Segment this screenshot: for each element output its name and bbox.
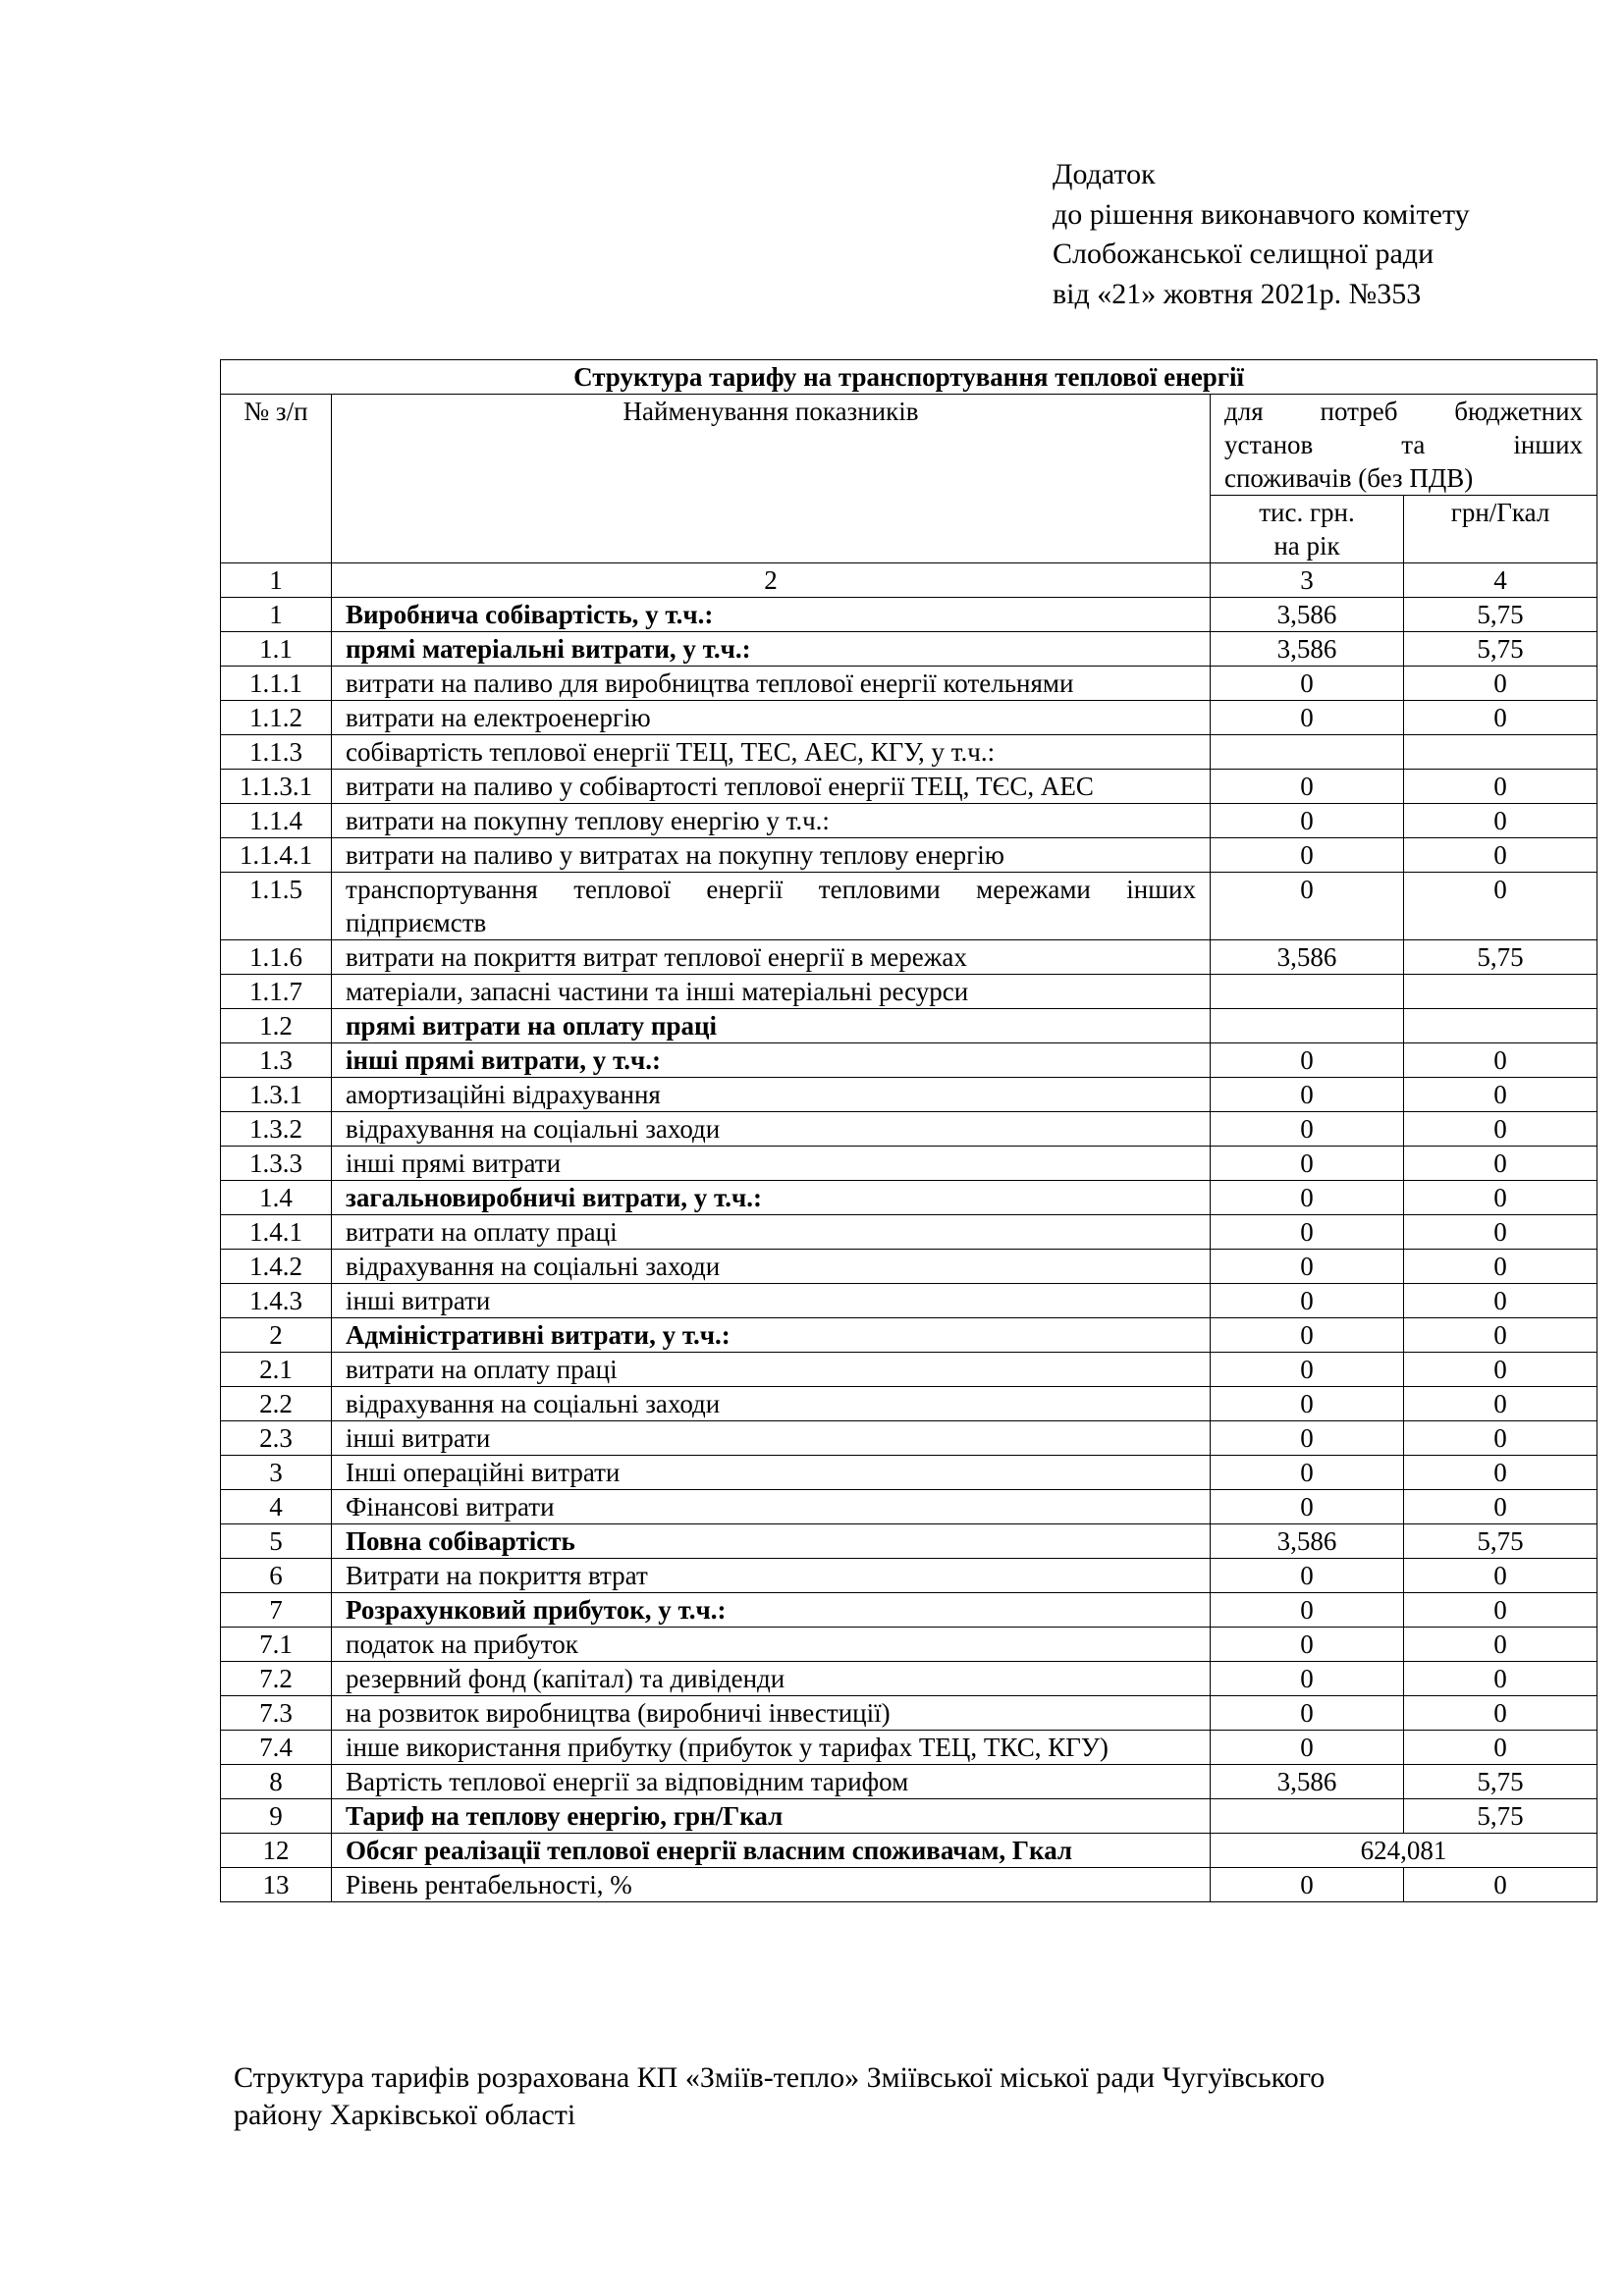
table-row <box>221 838 1597 873</box>
row-value-uah-per-gcal: 5,75 <box>1404 940 1597 975</box>
row-value-uah-per-gcal: 0 <box>1404 1078 1597 1112</box>
row-value-thousand-uah: 0 <box>1211 1696 1404 1731</box>
row-number: 1.2 <box>221 1009 332 1043</box>
column-index-3: 3 <box>1211 563 1404 598</box>
row-number: 2.3 <box>221 1421 332 1456</box>
row-value-uah-per-gcal: 5,75 <box>1404 1799 1597 1834</box>
table-row <box>221 1147 1597 1181</box>
row-value-uah-per-gcal: 5,75 <box>1404 1524 1597 1559</box>
table-row <box>221 598 1597 632</box>
row-value-thousand-uah: 0 <box>1211 1662 1404 1696</box>
table-row <box>221 1696 1597 1731</box>
row-number: 1.1.3 <box>221 735 332 770</box>
row-value-uah-per-gcal <box>1404 975 1597 1009</box>
row-indicator-name: витрати на оплату праці <box>332 1215 1211 1250</box>
row-value-thousand-uah: 0 <box>1211 1559 1404 1593</box>
row-number: 13 <box>221 1868 332 1902</box>
row-value-uah-per-gcal <box>1404 1009 1597 1043</box>
row-indicator-name: прямі витрати на оплату праці <box>332 1009 1211 1043</box>
footer-note <box>234 2059 1510 2134</box>
row-value-thousand-uah: 0 <box>1211 1250 1404 1284</box>
row-value-thousand-uah: 0 <box>1211 1043 1404 1078</box>
row-number: 1.1.7 <box>221 975 332 1009</box>
table-title: Структура тарифу на транспортування теплової енергії <box>221 360 1597 395</box>
row-indicator-name: витрати на паливо у витратах на покупну теплову енергію <box>332 838 1211 873</box>
row-value-uah-per-gcal: 0 <box>1404 1318 1597 1353</box>
row-value-uah-per-gcal: 5,75 <box>1404 598 1597 632</box>
row-number: 1.1 <box>221 632 332 667</box>
row-value-uah-per-gcal: 0 <box>1404 838 1597 873</box>
row-value-uah-per-gcal: 0 <box>1404 1112 1597 1147</box>
table-row <box>221 1009 1597 1043</box>
row-value-uah-per-gcal <box>1404 735 1597 770</box>
row-number: 1 <box>221 598 332 632</box>
row-number: 1.4.3 <box>221 1284 332 1318</box>
row-value-uah-per-gcal: 0 <box>1404 1731 1597 1765</box>
row-number: 1.4.1 <box>221 1215 332 1250</box>
header-unit-1-line-2: на рік <box>1273 531 1340 561</box>
row-indicator-name: амортизаційні відрахування <box>332 1078 1211 1112</box>
row-indicator-name: Фінансові витрати <box>332 1490 1211 1524</box>
row-indicator-name: Інші операційні витрати <box>332 1456 1211 1490</box>
header-consumers-line-2: установ та інших <box>1224 430 1584 459</box>
row-value-uah-per-gcal: 0 <box>1404 1696 1597 1731</box>
table-row <box>221 1078 1597 1112</box>
row-value-uah-per-gcal: 0 <box>1404 1662 1597 1696</box>
column-index-4: 4 <box>1404 563 1597 598</box>
row-value-thousand-uah: 0 <box>1211 1490 1404 1524</box>
row-value-uah-per-gcal: 0 <box>1404 1181 1597 1215</box>
row-number: 1.1.1 <box>221 667 332 701</box>
row-number: 7.3 <box>221 1696 332 1731</box>
header-unit-uah-per-gcal: грн/Гкал <box>1404 496 1597 563</box>
row-value-thousand-uah: 0 <box>1211 1147 1404 1181</box>
row-value-thousand-uah: 0 <box>1211 1112 1404 1147</box>
row-value-uah-per-gcal: 0 <box>1404 701 1597 735</box>
row-value-thousand-uah: 0 <box>1211 701 1404 735</box>
row-value-thousand-uah: 0 <box>1211 1353 1404 1387</box>
row-value-thousand-uah: 0 <box>1211 1215 1404 1250</box>
table-row <box>221 1353 1597 1387</box>
row-value-thousand-uah: 0 <box>1211 838 1404 873</box>
table-row <box>221 1490 1597 1524</box>
row-value-thousand-uah: 0 <box>1211 1387 1404 1421</box>
row-number: 6 <box>221 1559 332 1593</box>
addendum-line-2: до рішення виконавчого комітету <box>1053 197 1470 231</box>
row-value-thousand-uah: 0 <box>1211 1078 1404 1112</box>
row-value-thousand-uah: 3,586 <box>1211 1765 1404 1799</box>
row-value-thousand-uah: 3,586 <box>1211 1524 1404 1559</box>
row-value-thousand-uah: 3,586 <box>1211 940 1404 975</box>
row-value-thousand-uah: 0 <box>1211 873 1404 940</box>
table-row <box>221 1593 1597 1628</box>
table-row <box>221 1868 1597 1902</box>
row-value-uah-per-gcal: 0 <box>1404 1490 1597 1524</box>
row-number: 7 <box>221 1593 332 1628</box>
row-number: 7.4 <box>221 1731 332 1765</box>
row-value-thousand-uah: 0 <box>1211 1868 1404 1902</box>
row-number: 2 <box>221 1318 332 1353</box>
table-row <box>221 701 1597 735</box>
row-value-uah-per-gcal: 0 <box>1404 804 1597 838</box>
row-indicator-name: загальновиробничі витрати, у т.ч.: <box>332 1181 1211 1215</box>
header-unit-1-line-1: тис. грн. <box>1259 498 1355 527</box>
header-consumers-line-3: споживачів (без ПДВ) <box>1224 463 1474 493</box>
row-number: 1.1.4.1 <box>221 838 332 873</box>
row-value-uah-per-gcal: 0 <box>1404 1593 1597 1628</box>
row-number: 7.2 <box>221 1662 332 1696</box>
row-value-thousand-uah: 3,586 <box>1211 598 1404 632</box>
row-indicator-name: Обсяг реалізації теплової енергії власним споживачам, Гкал <box>332 1834 1211 1868</box>
row-value-thousand-uah: 0 <box>1211 1593 1404 1628</box>
row-indicator-name: матеріали, запасні частини та інші матеріальні ресурси <box>332 975 1211 1009</box>
row-number: 2.1 <box>221 1353 332 1387</box>
addendum-line-1: Додаток <box>1053 158 1156 190</box>
table-header-row <box>221 395 1597 496</box>
row-value-uah-per-gcal: 0 <box>1404 1250 1597 1284</box>
row-indicator-name: транспортування теплової енергії тепловими мережами інших підприємств <box>332 873 1211 940</box>
row-indicator-name: інші витрати <box>332 1284 1211 1318</box>
table-row <box>221 770 1597 804</box>
table-row <box>221 1284 1597 1318</box>
row-number: 9 <box>221 1799 332 1834</box>
row-indicator-name: відрахування на соціальні заходи <box>332 1112 1211 1147</box>
table-row <box>221 1387 1597 1421</box>
row-indicator-name: витрати на оплату праці <box>332 1353 1211 1387</box>
row-indicator-name: витрати на покриття витрат теплової енергії в мережах <box>332 940 1211 975</box>
table-row <box>221 804 1597 838</box>
table-row <box>221 873 1597 940</box>
column-index-2: 2 <box>332 563 1211 598</box>
row-number: 1.1.6 <box>221 940 332 975</box>
row-indicator-name: інше використання прибутку (прибуток у тарифах ТЕЦ, ТКС, КГУ) <box>332 1731 1211 1765</box>
row-value-uah-per-gcal: 0 <box>1404 1043 1597 1078</box>
row-value-thousand-uah <box>1211 1799 1404 1834</box>
table-row <box>221 975 1597 1009</box>
row-number: 5 <box>221 1524 332 1559</box>
row-value-thousand-uah: 0 <box>1211 1181 1404 1215</box>
header-consumers <box>1211 395 1597 496</box>
row-indicator-name: інші прямі витрати, у т.ч.: <box>332 1043 1211 1078</box>
table-row <box>221 1421 1597 1456</box>
table-row <box>221 1628 1597 1662</box>
addendum-line-4: від «21» жовтня 2021р. №353 <box>1053 277 1422 310</box>
row-number: 4 <box>221 1490 332 1524</box>
header-indicator-name: Найменування показників <box>332 395 1211 563</box>
table-row <box>221 1215 1597 1250</box>
row-indicator-name: прямі матеріальні витрати, у т.ч.: <box>332 632 1211 667</box>
row-merged-value: 624,081 <box>1211 1834 1597 1868</box>
row-value-uah-per-gcal: 5,75 <box>1404 1765 1597 1799</box>
row-value-uah-per-gcal: 0 <box>1404 1147 1597 1181</box>
table-row <box>221 1765 1597 1799</box>
table-row <box>221 1181 1597 1215</box>
table-row <box>221 667 1597 701</box>
row-number: 1.4.2 <box>221 1250 332 1284</box>
row-indicator-name: інші прямі витрати <box>332 1147 1211 1181</box>
row-indicator-name: витрати на покупну теплову енергію у т.ч.: <box>332 804 1211 838</box>
column-index-row <box>221 563 1597 598</box>
table-row <box>221 1250 1597 1284</box>
row-indicator-name: витрати на електроенергію <box>332 701 1211 735</box>
row-number: 12 <box>221 1834 332 1868</box>
addendum-line-3: Слобожанської селищної ради <box>1053 238 1435 270</box>
row-indicator-name: витрати на паливо у собівартості теплової енергії ТЕЦ, ТЄС, АЕС <box>332 770 1211 804</box>
row-number: 1.1.5 <box>221 873 332 940</box>
row-value-thousand-uah: 0 <box>1211 1456 1404 1490</box>
row-value-thousand-uah: 0 <box>1211 1284 1404 1318</box>
row-indicator-name: Повна собівартість <box>332 1524 1211 1559</box>
row-indicator-name: Рівень рентабельності, % <box>332 1868 1211 1902</box>
table-row <box>221 1662 1597 1696</box>
table-title-row <box>221 360 1597 395</box>
table-row <box>221 1559 1597 1593</box>
row-indicator-name: Адміністративні витрати, у т.ч.: <box>332 1318 1211 1353</box>
row-value-uah-per-gcal: 0 <box>1404 667 1597 701</box>
row-number: 1.1.2 <box>221 701 332 735</box>
row-value-uah-per-gcal: 0 <box>1404 1559 1597 1593</box>
table-row <box>221 1043 1597 1078</box>
row-value-thousand-uah: 0 <box>1211 1731 1404 1765</box>
row-value-uah-per-gcal: 0 <box>1404 1353 1597 1387</box>
header-unit-thousand-uah <box>1211 496 1404 563</box>
row-number: 8 <box>221 1765 332 1799</box>
table-row <box>221 1456 1597 1490</box>
row-value-uah-per-gcal: 0 <box>1404 1456 1597 1490</box>
row-indicator-name: Розрахунковий прибуток, у т.ч.: <box>332 1593 1211 1628</box>
row-number: 7.1 <box>221 1628 332 1662</box>
row-value-thousand-uah: 0 <box>1211 804 1404 838</box>
table-row <box>221 632 1597 667</box>
row-value-uah-per-gcal: 0 <box>1404 1284 1597 1318</box>
row-number: 1.4 <box>221 1181 332 1215</box>
table-row <box>221 1112 1597 1147</box>
row-number: 1.3.3 <box>221 1147 332 1181</box>
row-value-uah-per-gcal: 0 <box>1404 1421 1597 1456</box>
header-number: № з/п <box>221 395 332 563</box>
row-value-thousand-uah: 0 <box>1211 1628 1404 1662</box>
row-number: 1.1.3.1 <box>221 770 332 804</box>
row-indicator-name: податок на прибуток <box>332 1628 1211 1662</box>
row-number: 2.2 <box>221 1387 332 1421</box>
row-indicator-name: інші витрати <box>332 1421 1211 1456</box>
table-row <box>221 1318 1597 1353</box>
row-indicator-name: відрахування на соціальні заходи <box>332 1250 1211 1284</box>
row-number: 1.1.4 <box>221 804 332 838</box>
row-indicator-name: Виробнича собівартість, у т.ч.: <box>332 598 1211 632</box>
row-number: 1.3.1 <box>221 1078 332 1112</box>
row-value-uah-per-gcal: 0 <box>1404 1868 1597 1902</box>
row-indicator-name: Тариф на теплову енергію, грн/Гкал <box>332 1799 1211 1834</box>
row-number: 1.3.2 <box>221 1112 332 1147</box>
table-row <box>221 1799 1597 1834</box>
row-value-uah-per-gcal: 0 <box>1404 1387 1597 1421</box>
footer-line-2: району Харківської області <box>234 2099 576 2131</box>
table-row <box>221 1834 1597 1868</box>
row-value-thousand-uah: 0 <box>1211 1318 1404 1353</box>
row-indicator-name: на розвиток виробництва (виробничі інвестиції) <box>332 1696 1211 1731</box>
addendum-header <box>1053 155 1470 314</box>
row-indicator-name: відрахування на соціальні заходи <box>332 1387 1211 1421</box>
column-index-1: 1 <box>221 563 332 598</box>
row-value-thousand-uah: 3,586 <box>1211 632 1404 667</box>
tariff-structure-table <box>220 359 1597 1902</box>
row-value-uah-per-gcal: 5,75 <box>1404 632 1597 667</box>
table-row <box>221 940 1597 975</box>
row-value-thousand-uah: 0 <box>1211 667 1404 701</box>
row-indicator-name: резервний фонд (капітал) та дивіденди <box>332 1662 1211 1696</box>
row-indicator-name: Витрати на покриття втрат <box>332 1559 1211 1593</box>
row-value-thousand-uah <box>1211 735 1404 770</box>
table-row <box>221 1731 1597 1765</box>
row-number: 1.3 <box>221 1043 332 1078</box>
row-indicator-name: витрати на паливо для виробництва теплової енергії котельнями <box>332 667 1211 701</box>
row-value-thousand-uah <box>1211 1009 1404 1043</box>
row-value-uah-per-gcal: 0 <box>1404 1628 1597 1662</box>
row-value-uah-per-gcal: 0 <box>1404 873 1597 940</box>
footer-line-1: Структура тарифів розрахована КП «Зміїв-тепло» Зміївської міської ради Чугуївського <box>234 2061 1326 2094</box>
row-value-uah-per-gcal: 0 <box>1404 770 1597 804</box>
row-indicator-name: собівартість теплової енергії ТЕЦ, ТЕС, АЕС, КГУ, у т.ч.: <box>332 735 1211 770</box>
row-value-uah-per-gcal: 0 <box>1404 1215 1597 1250</box>
row-number: 3 <box>221 1456 332 1490</box>
table-row <box>221 1524 1597 1559</box>
row-value-thousand-uah: 0 <box>1211 770 1404 804</box>
table-row <box>221 735 1597 770</box>
row-indicator-name: Вартість теплової енергії за відповідним тарифом <box>332 1765 1211 1799</box>
row-value-thousand-uah: 0 <box>1211 1421 1404 1456</box>
row-value-thousand-uah <box>1211 975 1404 1009</box>
header-consumers-line-1: для потреб бюджетних <box>1224 397 1584 426</box>
